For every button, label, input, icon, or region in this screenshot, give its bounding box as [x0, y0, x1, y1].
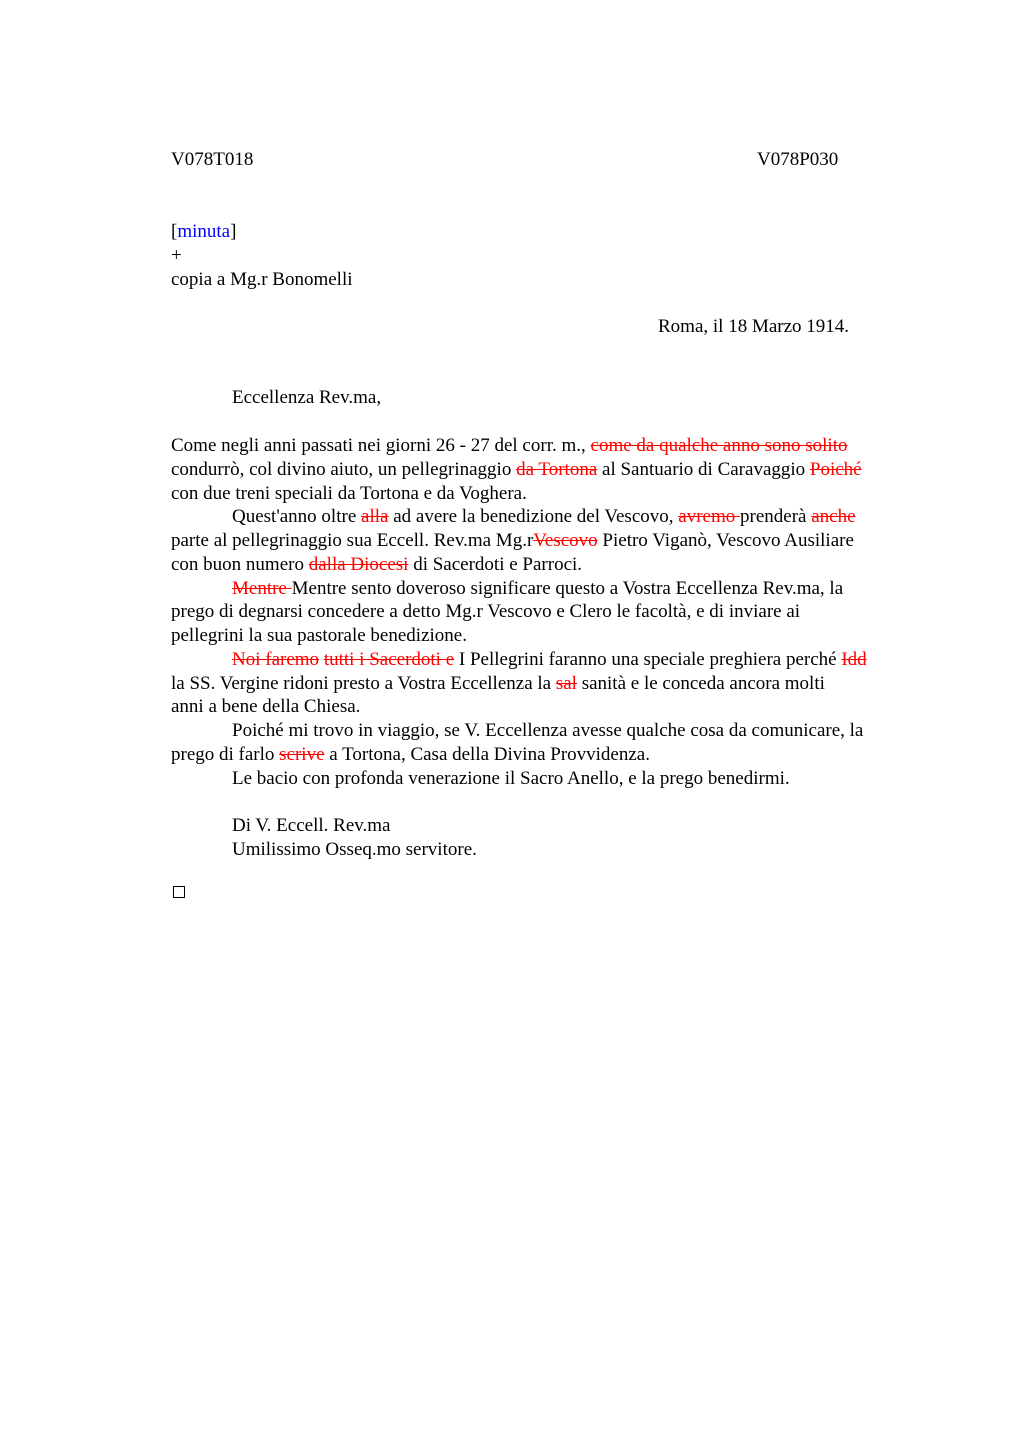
deleted-text: Idd: [841, 649, 867, 670]
body-line-10: [232, 650, 867, 669]
deleted-text: da Tortona: [516, 459, 598, 480]
deleted-text: Vescovo: [533, 530, 598, 551]
deleted-text: tutti i Sacerdoti e: [323, 649, 455, 670]
body-line-6: [171, 555, 582, 574]
date-line: Roma, il 18 Marzo 1914.: [658, 316, 850, 337]
body-line-14: [171, 745, 650, 764]
text-segment: a Tortona, Casa della Divina Provvidenza.: [324, 744, 650, 765]
minuta-text: minuta: [177, 221, 231, 242]
open-bracket: [: [171, 221, 178, 242]
deleted-text: sal: [555, 673, 577, 694]
deleted-text: avremo: [678, 506, 740, 527]
text-segment: prego di farlo: [171, 744, 280, 765]
closing-line-2: Umilissimo Osseq.mo servitore.: [232, 839, 477, 860]
deleted-text: anche: [811, 506, 856, 527]
document-code-right: V078P030: [757, 149, 839, 170]
deleted-text: Poiché: [809, 459, 862, 480]
text-segment: Quest'anno oltre: [232, 506, 362, 527]
text-segment: con due treni speciali da Tortona e da Voghera.: [171, 483, 527, 504]
text-segment: condurrò, col divino aiuto, un pellegrinaggio: [171, 459, 517, 480]
deleted-text: scrive: [279, 744, 325, 765]
text-segment: sanità e le conceda ancora molti: [576, 673, 825, 694]
text-segment: la SS. Vergine ridoni presto a Vostra Eccellenza la: [171, 673, 556, 694]
deleted-text: Noi faremo: [232, 649, 320, 670]
body-line-15: [232, 769, 790, 788]
text-segment: parte al pellegrinaggio sua Eccell. Rev.ma Mg.r: [171, 530, 534, 551]
body-line-8: [171, 602, 800, 621]
square-mark-icon: [173, 886, 185, 898]
text-segment: Pietro Viganò, Vescovo Ausiliare: [597, 530, 854, 551]
closing-line-1: Di V. Eccell. Rev.ma: [232, 815, 391, 836]
text-segment: Mentre sento doveroso significare questo a Vostra Eccellenza Rev.ma, la: [291, 578, 844, 599]
deleted-text: Mentre: [232, 578, 292, 599]
text-segment: Poiché mi trovo in viaggio, se V. Eccellenza avesse qualche cosa da comunicare, la: [232, 720, 864, 741]
text-segment: anni a bene della Chiesa.: [171, 696, 361, 717]
salutation: Eccellenza Rev.ma,: [232, 387, 382, 408]
body-line-2: [171, 460, 862, 479]
deleted-text: alla: [361, 506, 389, 527]
text-segment: I Pellegrini faranno una speciale preghiera perché: [454, 649, 842, 670]
text-segment: prego di degnarsi concedere a detto Mg.r Vescovo e Clero le facoltà, e di inviare ai: [171, 601, 801, 622]
text-segment: con buon numero: [171, 554, 309, 575]
text-segment: ad avere la benedizione del Vescovo,: [388, 506, 679, 527]
cross-symbol: +: [171, 245, 182, 266]
document-code-left: V078T018: [171, 149, 254, 170]
close-bracket: ]: [230, 221, 237, 242]
body-line-9: [171, 626, 467, 645]
text-segment: Le bacio con profonda venerazione il Sacro Anello, e la prego benedirmi.: [232, 768, 790, 789]
text-segment: Come negli anni passati nei giorni 26 - 27 del corr. m.,: [171, 435, 591, 456]
text-segment: pellegrini la sua pastorale benedizione.: [171, 625, 467, 646]
deleted-text: dalla Diocesi: [308, 554, 409, 575]
body-line-7: [232, 579, 843, 598]
body-line-12: [171, 697, 360, 716]
body-line-13: [232, 721, 863, 740]
text-segment: al Santuario di Caravaggio: [597, 459, 810, 480]
deleted-text: come da qualche anno sono solito: [590, 435, 848, 456]
body-line-1: [171, 436, 847, 455]
text-segment: prenderà: [740, 506, 812, 527]
body-line-5: [171, 531, 854, 550]
copy-note: copia a Mg.r Bonomelli: [171, 269, 353, 290]
text-segment: di Sacerdoti e Parroci.: [408, 554, 583, 575]
body-line-3: [171, 484, 527, 503]
body-line-11: [171, 674, 825, 693]
body-line-4: [232, 507, 856, 526]
minuta-label: [171, 222, 236, 241]
